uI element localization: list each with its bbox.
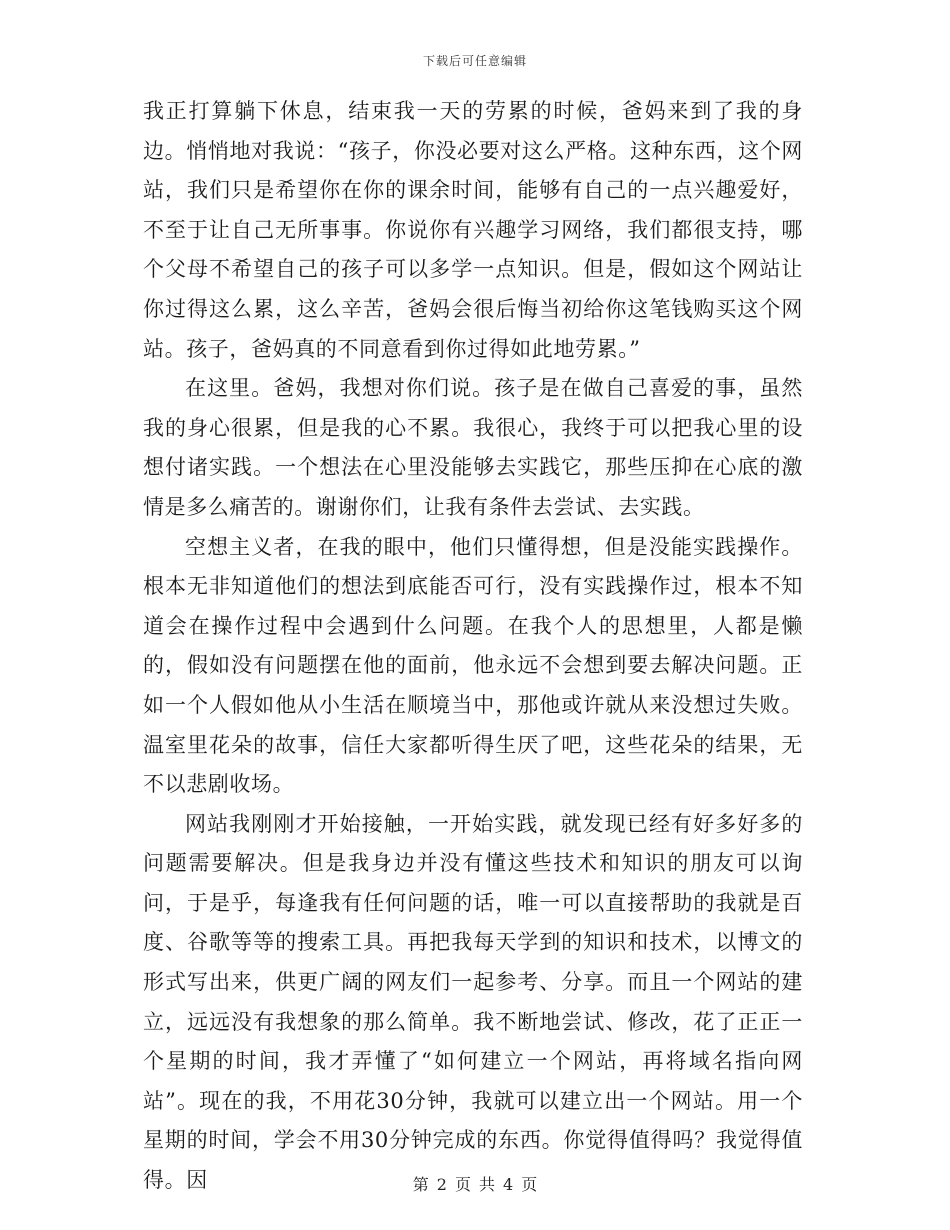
page-footer	[0, 1172, 950, 1195]
current-page-number: 2	[436, 1175, 447, 1194]
footer-label-unit-end: 页	[521, 1175, 538, 1194]
footer-label-total: 共	[479, 1175, 496, 1194]
footer-label-unit: 页	[454, 1175, 471, 1194]
page-header: 下载后可任意编辑	[422, 54, 527, 68]
paragraph: 网站我刚刚才开始接触，一开始实践，就发现已经有好多好多的问题需要解决。但是我身边并没有懂这些技术和知识的朋友可以询问，于是乎，每逢我有任何问题的话，唯一可以直接帮助的我就是百度、谷歌等等的搜索工具。再把我每天学到的知识和技术，以博文的形式写出来，供更广阔的网友们一起参考、分享。而且一个网站的建立，远远没有我想象的那么简单。我不断地尝试、修改，花了正正一个星期的时间，我才弄懂了“如何建立一个网站，再将域名指向网站”。现在的我，不用花30分钟，我就可以建立出一个网站。用一个星期的时间，学会不用30分钟完成的东西。你觉得值得吗？我觉得值得。因	[143, 811, 803, 1193]
paragraph: 我正打算躺下休息，结束我一天的劳累的时候，爸妈来到了我的身边。悄悄地对我说：“孩子，你没必要对这么严格。这种东西，这个网站，我们只是希望你在你的课余时间，能够有自己的一点兴趣爱好，不至于让自己无所事事。你说你有兴趣学习网络，我们都很支持，哪个父母不希望自己的孩子可以多学一点知识。但是，假如这个网站让你过得这么累，这么辛苦，爸妈会很后悔当初给你这笔钱购买这个网站。孩子，爸妈真的不同意看到你过得如此地劳累。”	[143, 99, 803, 361]
paragraph: 在这里。爸妈，我想对你们说。孩子是在做自己喜爱的事，虽然我的身心很累，但是我的心不累。我很心，我终于可以把我心里的设想付诸实践。一个想法在心里没能够去实践它，那些压抑在心底的激情是多么痛苦的。谢谢你们，让我有条件去尝试、去实践。	[143, 376, 803, 519]
total-page-count: 4	[503, 1175, 514, 1194]
document-body	[143, 92, 803, 1201]
paragraph: 空想主义者，在我的眼中，他们只懂得想，但是没能实践操作。根本无非知道他们的想法到底能否可行，没有实践操作过，根本不知道会在操作过程中会遇到什么问题。在我个人的思想里，人都是懒的，假如没有问题摆在他的面前，他永远不会想到要去解决问题。正如一个人假如他从小生活在顺境当中，那他或许就从来没想过失败。温室里花朵的故事，信任大家都听得生厌了吧，这些花朵的结果，无不以悲剧收场。	[143, 534, 803, 797]
footer-label-page: 第	[412, 1175, 429, 1194]
